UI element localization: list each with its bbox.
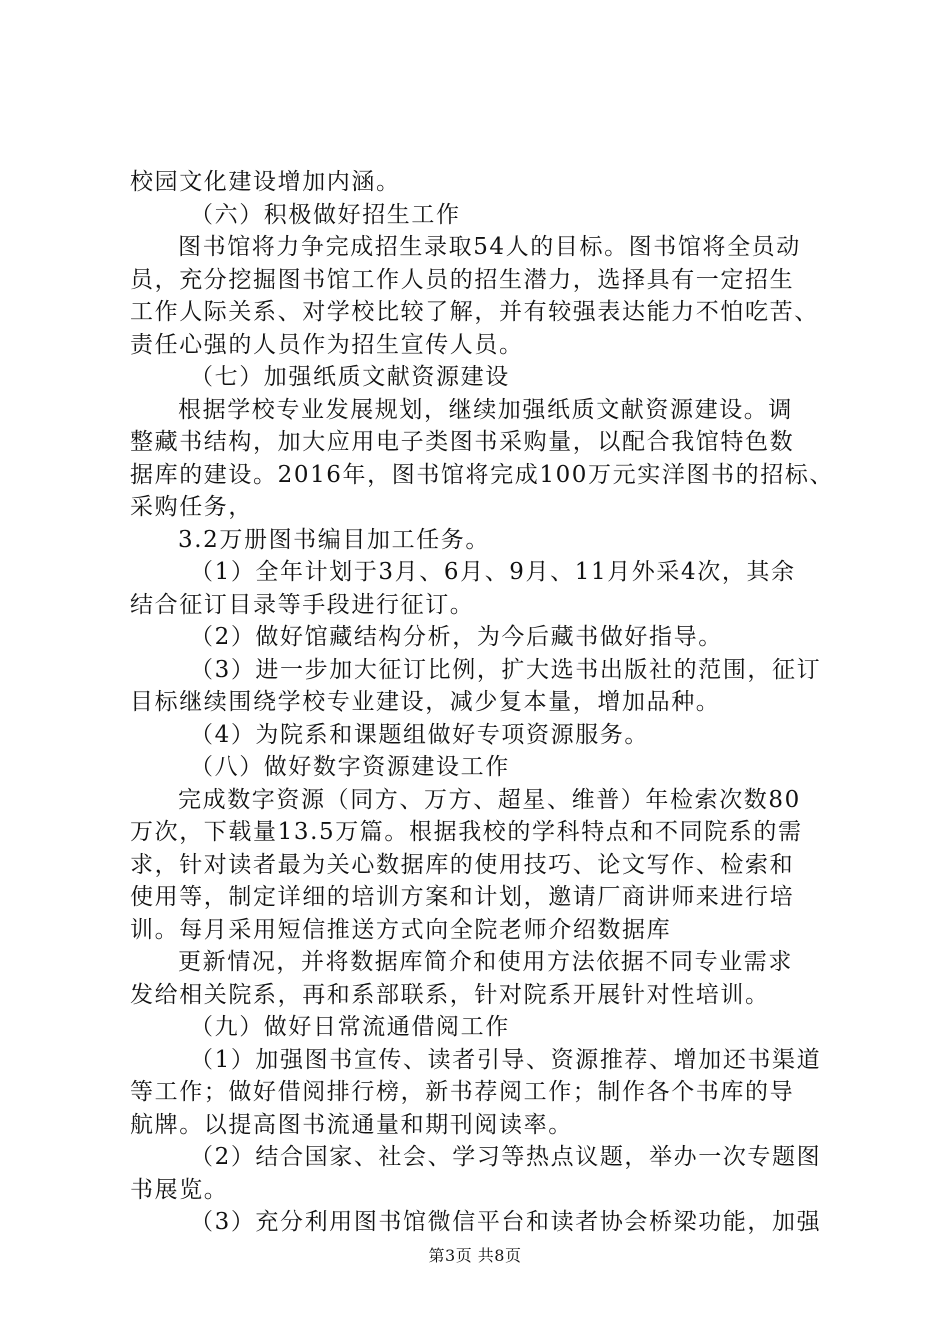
text-line: 根据学校专业发展规划，继续加强纸质文献资源建设。调: [178, 396, 793, 423]
page-footer: 第3页 共8页: [428, 1246, 522, 1265]
text-line: 完成数字资源（同方、万方、超星、维普）年检索次数80: [178, 786, 801, 813]
text-line: 航牌。以提高图书流通量和期刊阅读率。: [130, 1111, 573, 1138]
text-line: 结合征订目录等手段进行征订。: [130, 591, 475, 618]
text-line: 训。每月采用短信推送方式向全院老师介绍数据库: [130, 916, 672, 943]
text-line: 使用等，制定详细的培训方案和计划，邀请厂商讲师来进行培: [130, 884, 795, 910]
text-line: （七）加强纸质文献资源建设: [190, 364, 510, 390]
text-line: 校园文化建设增加内涵。: [130, 169, 401, 195]
text-line: （八）做好数字资源建设工作: [190, 754, 510, 780]
text-line: （2）做好馆藏结构分析，为今后藏书做好指导。: [190, 624, 723, 650]
text-line: 员，充分挖掘图书馆工作人员的招生潜力，选择具有一定招生: [130, 266, 795, 293]
document-body: [130, 166, 835, 1239]
text-line: 发给相关院系，再和系部联系，针对院系开展针对性培训。: [130, 981, 770, 1008]
text-line: （3）进一步加大征订比例，扩大选书出版社的范围，征订: [190, 656, 822, 683]
text-line: （2）结合国家、社会、学习等热点议题，举办一次专题图: [190, 1144, 822, 1170]
text-line: 据库的建设。2016年，图书馆将完成100万元实洋图书的招标、: [130, 461, 835, 488]
text-line: 整藏书结构，加大应用电子类图书采购量，以配合我馆特色数: [130, 429, 795, 455]
text-line: （六）积极做好招生工作: [190, 201, 461, 228]
text-line: （1）全年计划于3月、6月、9月、11月外采4次，其余: [190, 559, 796, 585]
text-line: （九）做好日常流通借阅工作: [190, 1014, 510, 1040]
text-line: 图书馆将力争完成招生录取54人的目标。图书馆将全员动: [178, 234, 801, 260]
text-line: 书展览。: [130, 1176, 229, 1203]
text-line: （4）为院系和课题组做好专项资源服务。: [190, 721, 650, 748]
text-line: 万次，下载量13.5万篇。根据我校的学科特点和不同院系的需: [130, 819, 803, 845]
text-line: 求，针对读者最为关心数据库的使用技巧、论文写作、检索和: [130, 851, 795, 878]
text-line: 采购任务，: [130, 494, 253, 520]
text-line: 3.2万册图书编目加工任务。: [178, 526, 490, 553]
text-line: 目标继续围绕学校专业建设，减少复本量，增加品种。: [130, 689, 721, 715]
text-line: （3）充分利用图书馆微信平台和读者协会桥梁功能，加强: [190, 1209, 822, 1235]
text-line: 等工作；做好借阅排行榜，新书荐阅工作；制作各个书库的导: [130, 1079, 795, 1105]
text-line: 责任心强的人员作为招生宣传人员。: [130, 331, 524, 358]
text-line: 更新情况，并将数据库简介和使用方法依据不同专业需求: [178, 949, 793, 975]
text-line: 工作人际关系、对学校比较了解，并有较强表达能力不怕吃苦、: [130, 299, 819, 325]
text-line: （1）加强图书宣传、读者引导、资源推荐、增加还书渠道: [190, 1046, 822, 1073]
